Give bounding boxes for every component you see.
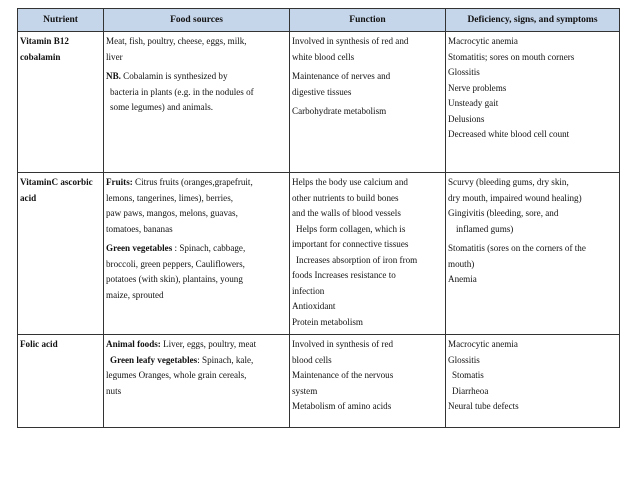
deficiency-cell (446, 335, 620, 428)
function-line: foods Increases resistance to (292, 270, 396, 280)
food-source-line (106, 175, 287, 191)
food-source-note (106, 69, 287, 85)
function-line: Maintenance of nerves and (292, 71, 391, 81)
header-deficiency: Deficiency, signs, and symptoms (446, 9, 620, 32)
food-source-line: nuts (106, 385, 122, 396)
function-line: digestive tissues (292, 86, 352, 97)
function-line: blood cells (292, 354, 332, 365)
food-source-line: Meat, fish, poultry, cheese, eggs, milk, (106, 36, 247, 46)
deficiency-line: Unsteady gait (448, 98, 499, 108)
nutrient-table (17, 8, 620, 428)
food-sources-cell (104, 173, 290, 335)
deficiency-line: Scurvy (bleeding gums, dry skin, (448, 177, 569, 187)
deficiency-line: Stomatitis; sores on mouth corners (448, 51, 575, 62)
deficiency-line: Anemia (448, 274, 477, 284)
food-source-line: potatoes (with skin), plantains, young (106, 274, 243, 284)
function-line: Involved in synthesis of red and (292, 36, 409, 46)
function-line: and the walls of blood vessels (292, 208, 401, 218)
deficiency-line: Glossitis (448, 354, 480, 365)
green-leafy-label: Green leafy vegetables (110, 354, 198, 365)
deficiency-line: inflamed gums) (456, 223, 514, 234)
function-cell (290, 173, 446, 335)
function-line: Maintenance of the nervous (292, 370, 394, 380)
nutrient-name: VitaminC ascorbic (20, 177, 93, 187)
green-leafy-text: : Spinach, kale, (197, 354, 254, 365)
deficiency-line: Glossitis (448, 67, 480, 77)
food-source-line (106, 337, 287, 353)
function-line: infection (292, 285, 325, 296)
function-cell (290, 335, 446, 428)
food-source-line (106, 241, 287, 257)
deficiency-line: Delusions (448, 113, 485, 124)
deficiency-line: Stomatis (452, 370, 484, 380)
function-line: white blood cells (292, 51, 355, 62)
function-line: other nutrients to build bones (292, 192, 399, 203)
food-source-line: paw paws, mangos, melons, guavas, (106, 208, 238, 218)
food-source-line: broccoli, green peppers, Cauliflowers, (106, 258, 245, 269)
header-nutrient: Nutrient (18, 9, 104, 32)
deficiency-line: Nerve problems (448, 82, 507, 93)
function-line: Helps the body use calcium and (292, 177, 408, 187)
nutrient-name: acid (20, 192, 37, 203)
function-line: Increases absorption of iron from (296, 254, 418, 265)
header-food-sources: Food sources (104, 9, 290, 32)
function-line: Carbohydrate metabolism (292, 106, 387, 116)
function-cell (290, 32, 446, 173)
food-source-line: legumes Oranges, whole grain cereals, (106, 370, 247, 380)
food-source-line: tomatoes, bananas (106, 223, 173, 234)
table-row (18, 335, 620, 428)
deficiency-line: mouth) (448, 258, 475, 269)
food-source-line: liver (106, 51, 123, 62)
food-sources-cell (104, 32, 290, 173)
food-source-line: maize, sprouted (106, 289, 164, 300)
deficiency-line: Stomatitis (sores on the corners of the (448, 243, 586, 253)
table-row (18, 173, 620, 335)
function-line: Protein metabolism (292, 316, 363, 327)
green-vegetables-label: Green vegetables (106, 243, 173, 253)
function-line: system (292, 385, 318, 396)
nutrient-name: Folic acid (20, 339, 58, 349)
food-source-line (106, 353, 287, 369)
function-line: Antioxidant (292, 301, 336, 311)
header-row (18, 9, 620, 32)
food-source-line: bacteria in plants (e.g. in the nodules of (110, 86, 254, 97)
nutrient-cell (18, 173, 104, 335)
deficiency-line: Macrocytic anemia (448, 36, 518, 46)
deficiency-line: Gingivitis (bleeding, sore, and (448, 208, 559, 218)
deficiency-cell (446, 173, 620, 335)
green-vegetables-text: : Spinach, cabbage, (172, 243, 246, 253)
nutrient-name: Vitamin B12 (20, 36, 69, 46)
animal-foods-text: Liver, eggs, poultry, meat (160, 339, 257, 349)
deficiency-line: Diarrheoa (452, 385, 489, 396)
function-line: important for connective tissues (292, 239, 409, 249)
header-function: Function (290, 9, 446, 32)
food-source-line: some legumes) and animals. (110, 102, 214, 112)
function-line: Helps form collagen, which is (296, 223, 406, 234)
food-source-line: lemons, tangerines, limes), berries, (106, 192, 234, 203)
deficiency-line: Decreased white blood cell count (448, 129, 570, 139)
deficiency-cell (446, 32, 620, 173)
fruits-text: Citrus fruits (oranges,grapefruit, (132, 177, 253, 187)
function-line: Metabolism of amino acids (292, 401, 392, 411)
function-line: Involved in synthesis of red (292, 339, 394, 349)
deficiency-line: Macrocytic anemia (448, 339, 518, 349)
deficiency-line: dry mouth, impaired wound healing) (448, 192, 582, 203)
fruits-label: Fruits: (106, 177, 133, 187)
note-text: Cobalamin is synthesized by (120, 71, 228, 81)
nutrient-cell (18, 335, 104, 428)
deficiency-line: Neural tube defects (448, 401, 519, 411)
table-row (18, 32, 620, 173)
nutrient-cell (18, 32, 104, 173)
nutrient-name: cobalamin (20, 51, 61, 62)
food-sources-cell (104, 335, 290, 428)
animal-foods-label: Animal foods: (106, 339, 161, 349)
note-label: NB. (106, 71, 121, 81)
